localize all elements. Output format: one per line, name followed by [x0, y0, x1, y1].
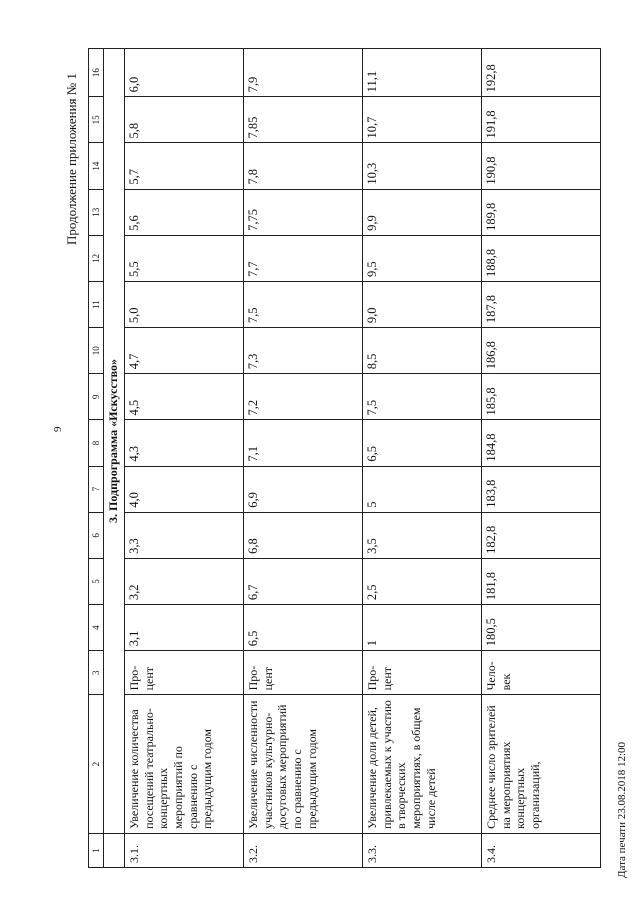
year-value: 3,2 [125, 558, 244, 604]
year-value: 6,7 [244, 558, 363, 604]
year-value: 186,8 [482, 328, 601, 374]
row-number: 3.4. [482, 833, 601, 867]
year-value: 9,5 [363, 235, 482, 281]
year-value: 7,75 [244, 189, 363, 235]
indicator-name: Среднее число зрителей на мероприятиях концертных организаций, [482, 695, 601, 834]
year-value: 8,5 [363, 328, 482, 374]
print-date: Дата печати 23.08.2018 12:00 [616, 741, 628, 878]
year-value: 1 [363, 605, 482, 651]
year-value: 7,9 [244, 49, 363, 97]
unit: Про-цент [363, 651, 482, 695]
year-value: 181,8 [482, 558, 601, 604]
year-value: 5,7 [125, 143, 244, 189]
year-value: 183,8 [482, 466, 601, 512]
column-number-row [89, 49, 104, 868]
column-number: 9 [89, 374, 104, 420]
indicator-name: Увеличение доли детей, привлекаемых к участию в творческих мероприятиях, в общем числе детей [363, 695, 482, 834]
table-row [244, 49, 363, 868]
table-row [125, 49, 244, 868]
year-value: 192,8 [482, 49, 601, 97]
year-value: 9,9 [363, 189, 482, 235]
year-value: 5,5 [125, 235, 244, 281]
year-value: 5,6 [125, 189, 244, 235]
year-value: 7,1 [244, 420, 363, 466]
subprogram-title: 3. Подпрограмма «Искусство» [104, 49, 125, 834]
column-number: 5 [89, 558, 104, 604]
year-value: 7,85 [244, 97, 363, 143]
unit: Про-цент [125, 651, 244, 695]
column-number: 13 [89, 189, 104, 235]
column-number: 6 [89, 512, 104, 558]
column-number: 11 [89, 281, 104, 327]
year-value: 4,7 [125, 328, 244, 374]
year-value: 6,8 [244, 512, 363, 558]
year-value: 3,3 [125, 512, 244, 558]
year-value: 3,1 [125, 605, 244, 651]
column-number: 12 [89, 235, 104, 281]
year-value: 189,8 [482, 189, 601, 235]
year-value: 10,7 [363, 97, 482, 143]
table-row [482, 49, 601, 868]
column-number: 8 [89, 420, 104, 466]
column-number: 14 [89, 143, 104, 189]
year-value: 7,8 [244, 143, 363, 189]
year-value: 190,8 [482, 143, 601, 189]
year-value: 3,5 [363, 512, 482, 558]
year-value: 6,9 [244, 466, 363, 512]
indicators-table [88, 48, 601, 868]
subprogram-empty-cell [104, 833, 125, 867]
row-number: 3.2. [244, 833, 363, 867]
year-value: 184,8 [482, 420, 601, 466]
subprogram-row [104, 49, 125, 868]
year-value: 188,8 [482, 235, 601, 281]
column-number: 2 [89, 695, 104, 834]
row-number: 3.1. [125, 833, 244, 867]
indicator-name: Увеличение количества посещений театрально-концертных мероприятий по сравнению с предыдущим годом [125, 695, 244, 834]
unit: Про-цент [244, 651, 363, 695]
year-value: 4,5 [125, 374, 244, 420]
year-value: 4,3 [125, 420, 244, 466]
unit: Чело-век [482, 651, 601, 695]
year-value: 180,5 [482, 605, 601, 651]
year-value: 2,5 [363, 558, 482, 604]
column-number: 4 [89, 605, 104, 651]
year-value: 7,2 [244, 374, 363, 420]
year-value: 5,8 [125, 97, 244, 143]
column-number: 16 [89, 49, 104, 97]
table-body [125, 49, 601, 868]
year-value: 4,0 [125, 466, 244, 512]
year-value: 185,8 [482, 374, 601, 420]
year-value: 7,7 [244, 235, 363, 281]
year-value: 5 [363, 466, 482, 512]
table-row [363, 49, 482, 868]
year-value: 6,5 [363, 420, 482, 466]
year-value: 182,8 [482, 512, 601, 558]
year-value: 7,3 [244, 328, 363, 374]
indicator-name: Увеличение численности участников культурно-досуговых мероприятий по сравнению с предыдущим годом [244, 695, 363, 834]
column-number: 7 [89, 466, 104, 512]
year-value: 6,5 [244, 605, 363, 651]
column-number: 1 [89, 833, 104, 867]
year-value: 187,8 [482, 281, 601, 327]
year-value: 9,0 [363, 281, 482, 327]
year-value: 191,8 [482, 97, 601, 143]
column-number: 3 [89, 651, 104, 695]
column-number: 15 [89, 97, 104, 143]
indicators-table-container [88, 48, 600, 868]
appendix-title: Продолжение приложения № 1 [64, 73, 79, 245]
year-value: 5,0 [125, 281, 244, 327]
year-value: 7,5 [244, 281, 363, 327]
page-number: 9 [52, 426, 64, 432]
year-value: 6,0 [125, 49, 244, 97]
column-number: 10 [89, 328, 104, 374]
row-number: 3.3. [363, 833, 482, 867]
year-value: 7,5 [363, 374, 482, 420]
year-value: 11,1 [363, 49, 482, 97]
year-value: 10,3 [363, 143, 482, 189]
